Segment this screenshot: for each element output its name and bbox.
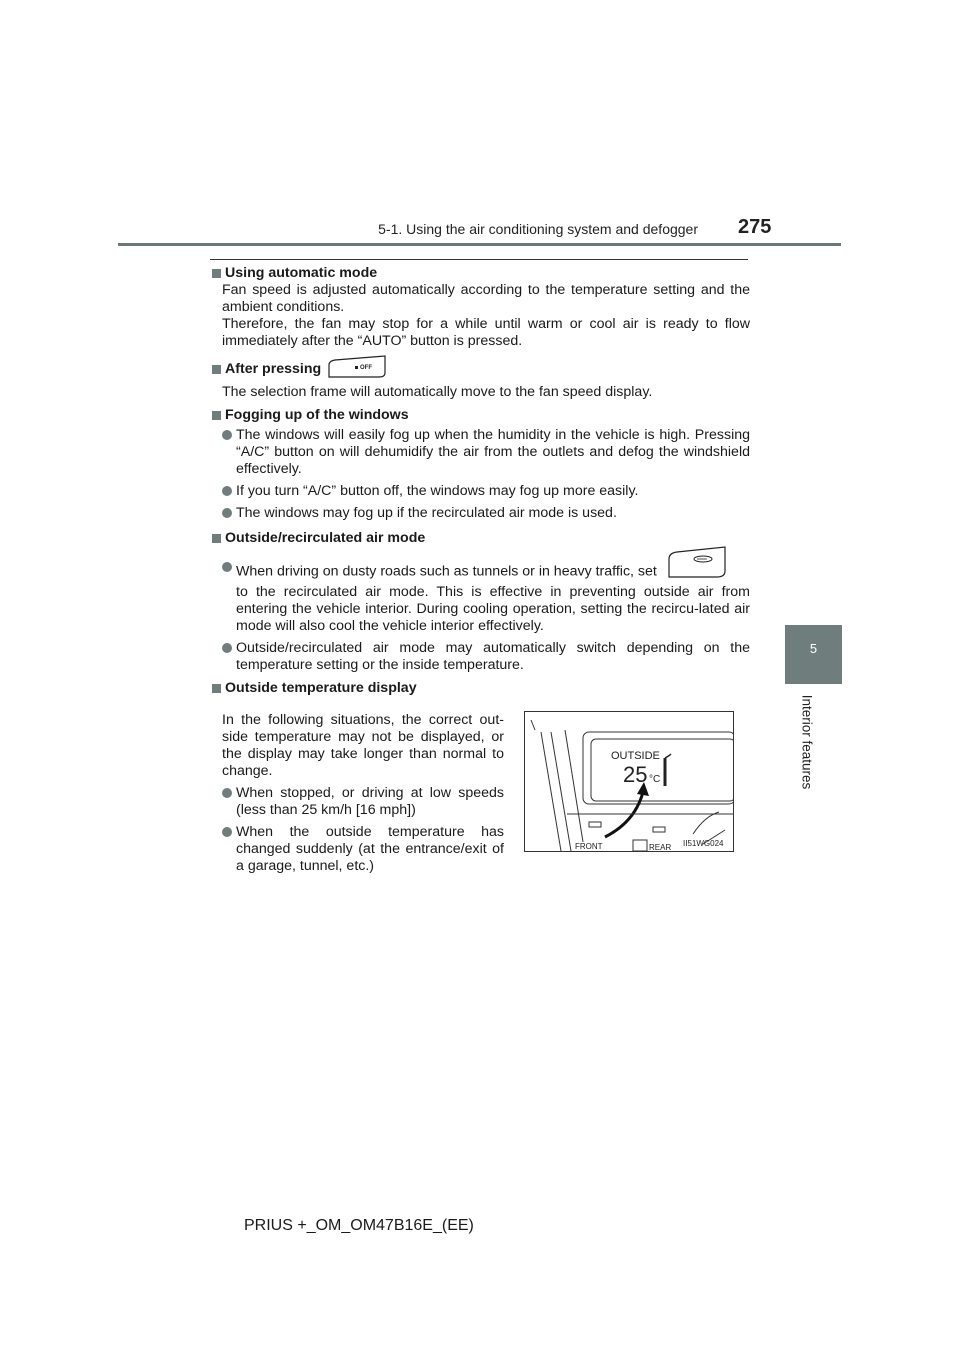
round-bullet-icon <box>222 486 232 496</box>
header-rule <box>118 243 841 246</box>
paragraph: Fan speed is adjusted automatically according to the temperature setting and the ambient conditions. <box>222 282 750 315</box>
outside-label: OUTSIDE <box>611 750 660 762</box>
temperature-value: 25 <box>623 762 648 787</box>
square-bullet-icon <box>212 534 221 543</box>
list-item: When driving on dusty roads such as tunnels or in heavy traffic, set to the recirculated air mode. This is effective in preventing outside air from entering the vehicle interior. During cooling operation, setting the recircu-lated air mode will also cool the vehicle interior effectively. <box>222 559 750 635</box>
section-title: 5-1. Using the air conditioning system and defogger <box>378 221 698 237</box>
round-bullet-icon <box>222 562 232 572</box>
front-defogger-label: FRONT <box>575 842 603 851</box>
list-item: If you turn “A/C” button off, the windows may fog up more easily. <box>222 483 750 500</box>
recirculation-button-icon <box>667 545 727 584</box>
rear-defogger-label: REAR <box>649 843 672 851</box>
round-bullet-icon <box>222 788 232 798</box>
outside-temp-text <box>222 712 504 875</box>
square-bullet-icon <box>212 269 221 278</box>
square-bullet-icon <box>212 365 221 374</box>
square-bullet-icon <box>212 411 221 420</box>
svg-text:OFF: OFF <box>360 365 373 371</box>
heading-outside-temp: Outside temperature display <box>212 680 750 697</box>
paragraph: Therefore, the fan may stop for a while until warm or cool air is ready to flow immediately after the “AUTO” button is pressed. <box>222 316 750 349</box>
fan-off-button-icon <box>327 355 387 384</box>
temperature-unit: °C <box>649 774 661 785</box>
heading-automatic-mode: Using automatic mode <box>212 265 750 282</box>
list-item: The windows will easily fog up when the humidity in the vehicle is high. Pressing “A/C” button on will dehumidify the air from the outlets and defog the windshield effectively. <box>222 427 750 478</box>
list-item: The windows may fog up if the recirculated air mode is used. <box>222 505 750 522</box>
paragraph: The selection frame will automatically move to the fan speed display. <box>222 384 653 400</box>
chapter-label: Interior features <box>799 694 815 790</box>
paragraph: In the following situations, the correct out-side temperature may not be displayed, or the display may take longer than normal to change. <box>222 712 504 779</box>
figure-code: II51WG024 <box>683 839 724 848</box>
round-bullet-icon <box>222 643 232 653</box>
heading-fogging: Fogging up of the windows <box>212 407 750 424</box>
page-number: 275 <box>738 216 772 238</box>
document-footer: PRIUS +_OM_OM47B16E_(EE) <box>244 1217 474 1234</box>
list-item: When stopped, or driving at low speeds (less than 25 km/h [16 mph]) <box>222 785 504 819</box>
main-content <box>212 265 750 697</box>
square-bullet-icon <box>212 684 221 693</box>
section-rule <box>210 259 748 260</box>
heading-after-pressing: After pressing OFF <box>212 355 750 384</box>
round-bullet-icon <box>222 508 232 518</box>
outside-temperature-figure <box>524 711 734 852</box>
round-bullet-icon <box>222 430 232 440</box>
heading-recirculated: Outside/recirculated air mode <box>212 530 750 547</box>
list-item: When the outside temperature has changed suddenly (at the entrance/exit of a garage, tunnel, etc.) <box>222 824 504 875</box>
round-bullet-icon <box>222 827 232 837</box>
chapter-number: 5 <box>809 641 818 656</box>
list-item: Outside/recirculated air mode may automatically switch depending on the temperature setting or the inside temperature. <box>222 640 750 674</box>
